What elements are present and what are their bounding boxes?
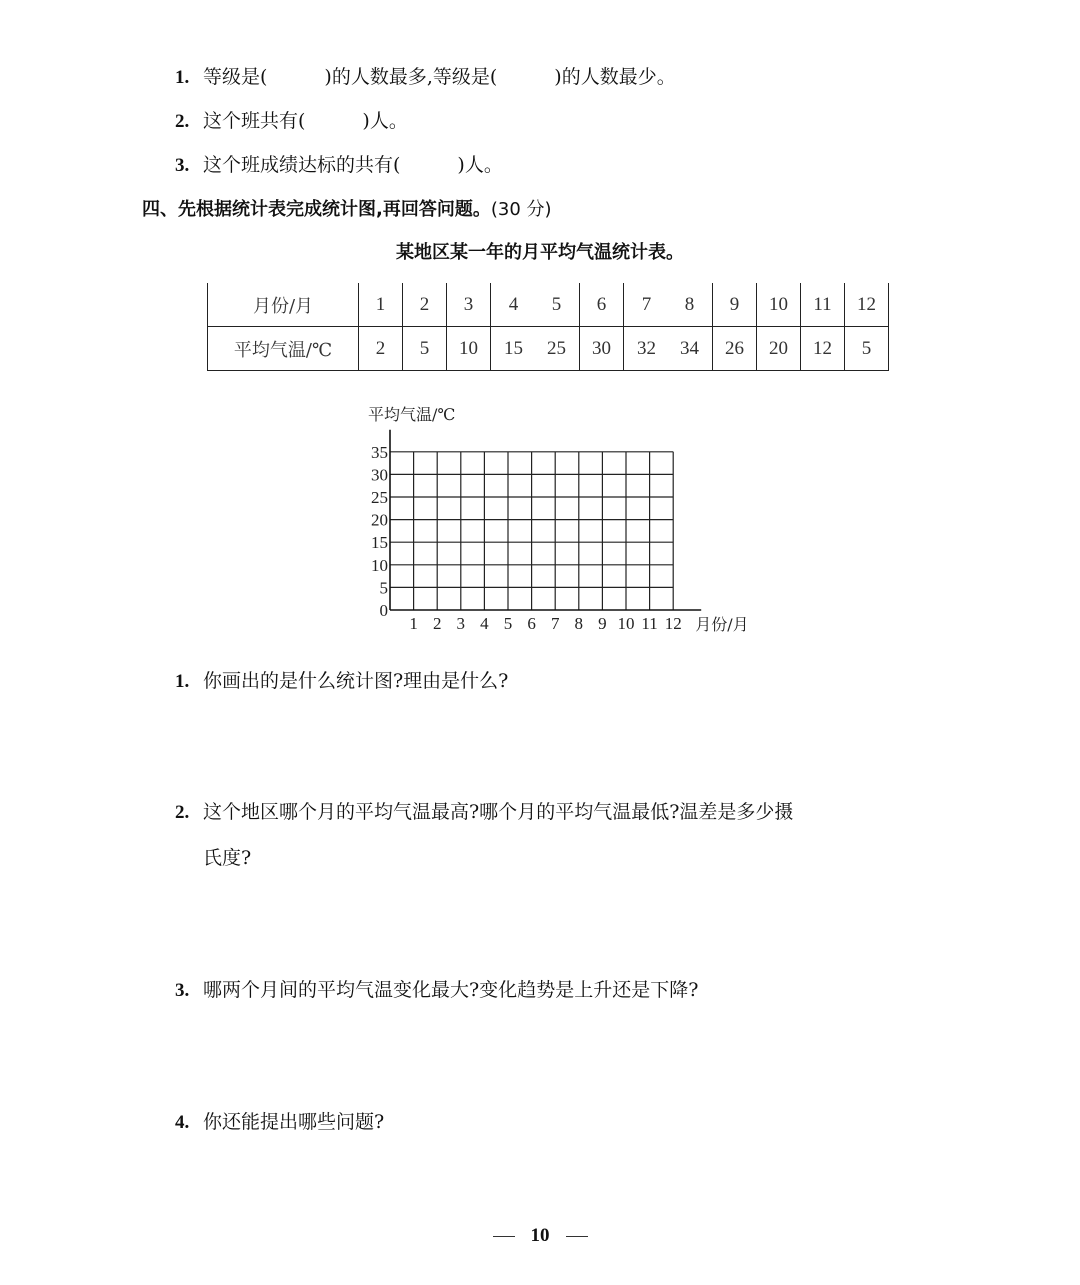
x-tick-label: 9: [598, 614, 607, 633]
temperature-cell-pair: [624, 327, 713, 371]
question-2-bottom-continued: 氏度?: [203, 847, 252, 869]
temperature-cell: 20: [757, 327, 801, 371]
question-text: 你还能提出哪些问题?: [203, 1111, 385, 1133]
footer-dash: [566, 1236, 588, 1237]
section-score: (30 分): [490, 199, 552, 220]
x-tick-label: 7: [550, 614, 560, 633]
question-2-bottom: [175, 797, 793, 824]
month-cell: 7: [641, 293, 652, 315]
x-tick-label: 5: [503, 614, 513, 633]
month-cell-pair: [624, 283, 713, 327]
month-cell: 9: [713, 283, 757, 327]
footer-dash: [493, 1236, 515, 1237]
month-cell: 10: [757, 283, 801, 327]
y-tick-label: 25: [371, 488, 388, 507]
question-text: 这个班成绩达标的共有( )人。: [203, 154, 503, 176]
section-heading: [142, 195, 552, 221]
month-cell: 12: [845, 283, 889, 327]
table-title: 某地区某一年的月平均气温统计表。: [396, 242, 684, 263]
month-cell: 4: [508, 293, 519, 315]
y-tick-label: 20: [371, 510, 388, 530]
question-number: 4.: [175, 1112, 190, 1133]
page-number-footer: [0, 1225, 1080, 1247]
question-number: 1.: [175, 67, 190, 88]
y-tick-label: 15: [371, 533, 388, 553]
month-row-label: 月份/月: [208, 283, 359, 327]
x-tick-label: 6: [527, 614, 536, 633]
temperature-cell: 2: [359, 327, 403, 371]
question-text: 你画出的是什么统计图?理由是什么?: [203, 670, 509, 692]
question-text: 哪两个月间的平均气温变化最大?变化趋势是上升还是下降?: [203, 979, 699, 1001]
question-text: 等级是( )的人数最多,等级是( )的人数最少。: [203, 66, 676, 88]
question-number: 1.: [175, 671, 190, 692]
month-cell: 11: [801, 283, 845, 327]
x-tick-label: 1: [409, 614, 418, 633]
x-tick-label: 4: [480, 614, 489, 633]
question-3-top: [175, 150, 503, 177]
y-tick-label: 30: [371, 465, 388, 485]
temperature-cell: 25: [547, 337, 566, 359]
x-tick-label: 3: [456, 614, 466, 633]
temperature-cell: 10: [447, 327, 491, 371]
blank-line-chart-grid: [360, 396, 760, 636]
month-cell: 8: [684, 293, 695, 315]
question-2-top: [175, 106, 408, 133]
temperature-cell: 30: [580, 327, 624, 371]
temperature-row-label: 平均气温/℃: [208, 327, 359, 371]
x-tick-label: 11: [641, 614, 658, 633]
y-tick-label: 0: [379, 601, 388, 620]
question-number: 2.: [175, 802, 190, 823]
question-number: 3.: [175, 980, 190, 1001]
question-text: 这个地区哪个月的平均气温最高?哪个月的平均气温最低?温差是多少摄: [203, 801, 794, 823]
temperature-cell: 5: [845, 327, 889, 371]
question-text: 这个班共有( )人。: [203, 110, 408, 132]
question-3-bottom: [175, 975, 698, 1002]
temperature-cell: 26: [713, 327, 757, 371]
question-4-bottom: [175, 1107, 384, 1134]
y-tick-label: 5: [379, 578, 388, 598]
temperature-table: [207, 283, 889, 371]
temperature-row: [208, 327, 889, 371]
x-axis-title: 月份/月: [695, 615, 749, 634]
page-number: 10: [530, 1225, 550, 1246]
y-axis-title: 平均气温/℃: [368, 405, 456, 424]
month-row: [208, 283, 889, 327]
x-tick-label: 8: [574, 614, 584, 633]
month-cell: 5: [551, 293, 562, 315]
section-title: 四、先根据统计表完成统计图,再回答问题。: [142, 199, 491, 220]
temperature-cell-pair: [491, 327, 580, 371]
y-tick-label: 10: [371, 555, 388, 575]
question-number: 2.: [175, 111, 190, 132]
month-cell: 2: [403, 283, 447, 327]
month-cell: 3: [447, 283, 491, 327]
question-number: 3.: [175, 155, 190, 176]
question-1-bottom: [175, 666, 508, 693]
x-tick-label: 2: [432, 614, 442, 633]
temperature-cell: 5: [403, 327, 447, 371]
month-cell-pair: [491, 283, 580, 327]
x-tick-label: 10: [617, 614, 635, 633]
month-cell: 6: [580, 283, 624, 327]
y-tick-label: 35: [371, 442, 388, 462]
temperature-cell: 12: [801, 327, 845, 371]
temperature-cell: 32: [637, 337, 656, 359]
month-cell: 1: [359, 283, 403, 327]
temperature-cell: 15: [504, 337, 523, 359]
temperature-cell: 34: [680, 337, 699, 359]
x-tick-label: 12: [664, 614, 682, 633]
question-1-top: [175, 62, 676, 89]
